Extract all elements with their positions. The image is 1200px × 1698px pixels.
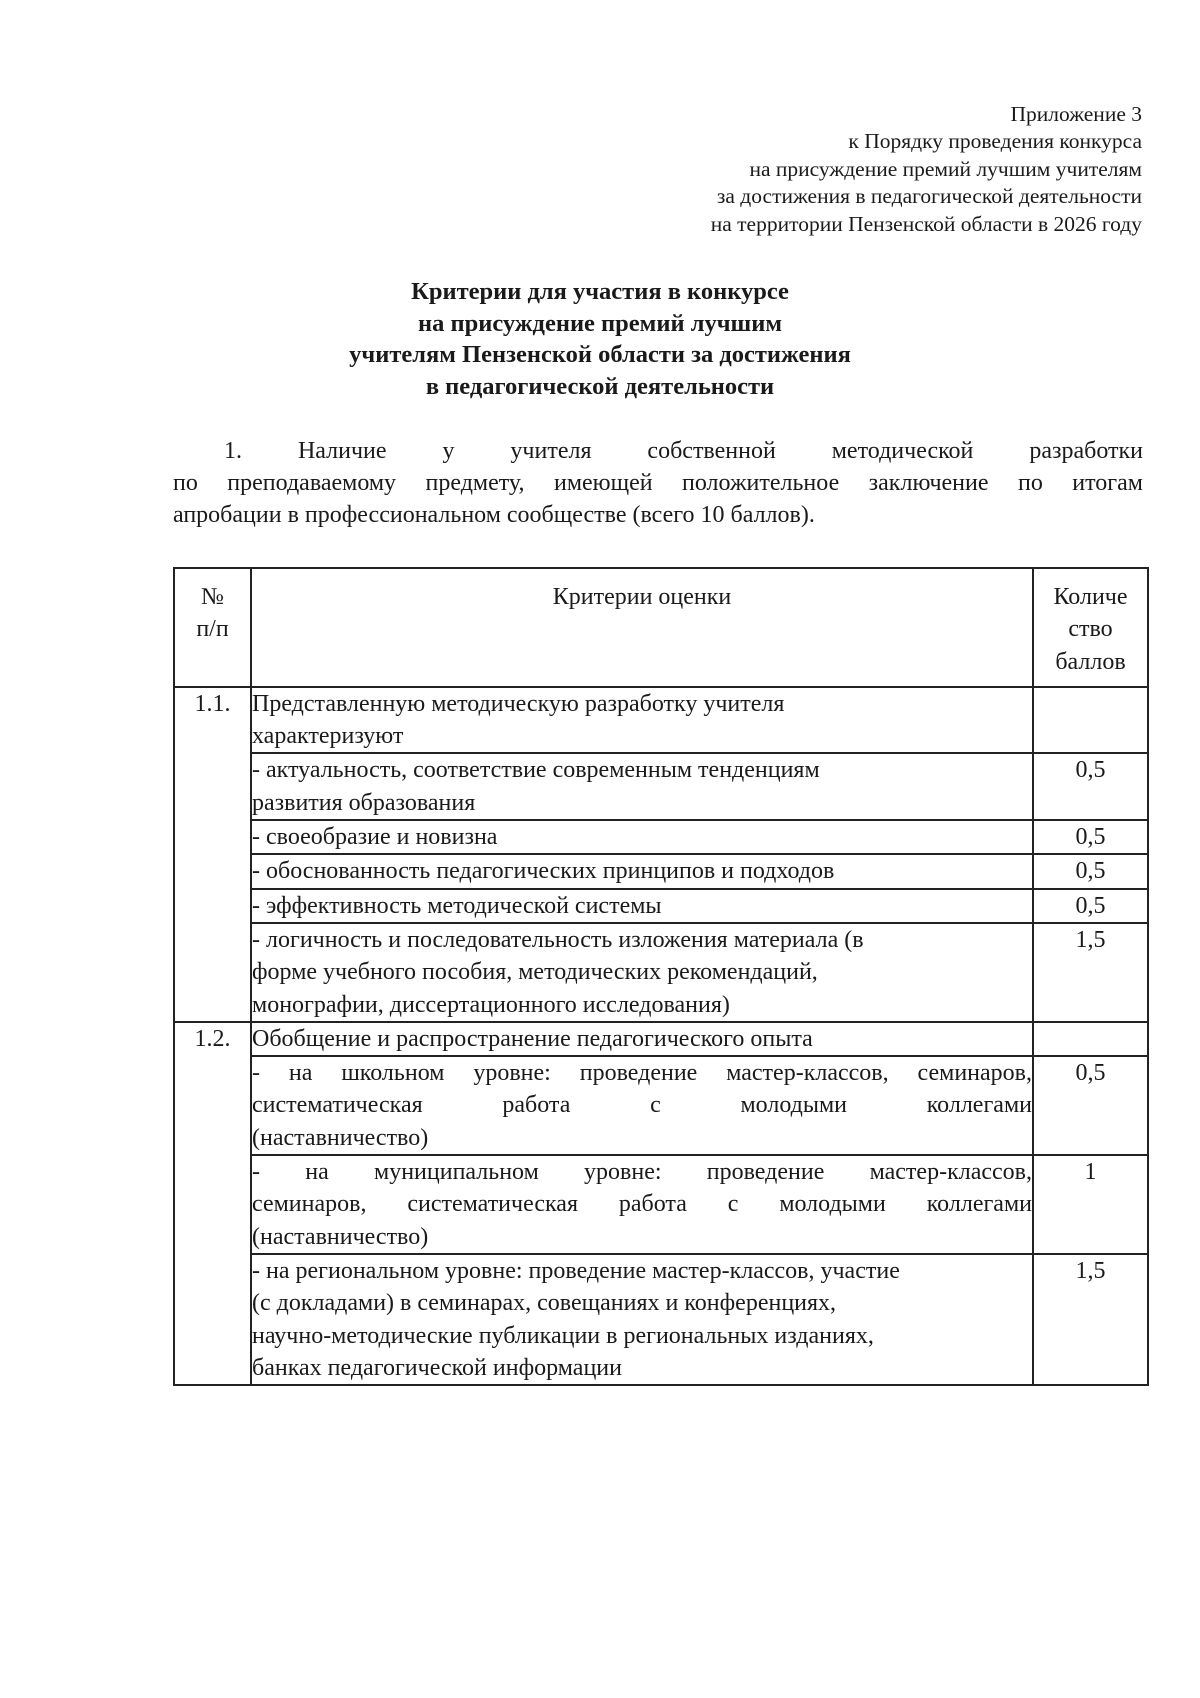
table-row — [174, 687, 1148, 754]
criterion-line: (наставничество) — [252, 1223, 429, 1250]
header-points-line: ство — [1068, 616, 1113, 643]
criterion-points: 0,5 — [1033, 1056, 1148, 1155]
criterion-line: развития образования — [252, 789, 476, 816]
criterion-text — [251, 1056, 1033, 1155]
section-title-line: Обобщение и распространение педагогического опыта — [252, 1025, 813, 1052]
document-title — [0, 276, 1200, 402]
header-points-line: баллов — [1055, 648, 1126, 675]
criterion-line: (с докладами) в семинарах, совещаниях и конференциях, — [252, 1290, 837, 1317]
table-row — [174, 1022, 1148, 1056]
criterion-points: 1 — [1033, 1155, 1148, 1254]
criterion-line: семинаров, систематическая работа с молодыми коллегами — [252, 1191, 1032, 1218]
header-points — [1033, 568, 1148, 687]
table-row — [174, 854, 1148, 888]
criterion-line: - на региональном уровне: проведение мастер-классов, участие — [252, 1257, 900, 1284]
criterion-text — [251, 820, 1033, 854]
title-line: Критерии для участия в конкурсе — [411, 278, 789, 305]
intro-line: по преподаваемому предмету, имеющей положительное заключение по итогам — [173, 470, 1143, 496]
criterion-points: 0,5 — [1033, 854, 1148, 888]
table-body — [174, 687, 1148, 1385]
criterion-points: 0,5 — [1033, 753, 1148, 820]
annex-line: Приложение 3 — [1010, 102, 1142, 126]
criterion-line: - обоснованность педагогических принципов и подходов — [252, 858, 835, 885]
criterion-line: научно-методические публикации в региональных изданиях, — [252, 1322, 874, 1349]
criterion-text — [251, 1254, 1033, 1385]
criterion-text — [251, 923, 1033, 1022]
header-criteria-label: Критерии оценки — [552, 584, 732, 610]
title-line: на присуждение премий лучшим — [417, 309, 783, 337]
annex-line: к Порядку проведения конкурса — [848, 129, 1142, 154]
header-number — [174, 568, 251, 687]
criterion-line: систематическая работа с молодыми коллегами — [252, 1092, 1032, 1119]
table-row — [174, 1254, 1148, 1385]
annex-line: за достижения в педагогической деятельности — [716, 184, 1142, 209]
section-points-empty — [1033, 1022, 1148, 1056]
criterion-line: - логичность и последовательность изложения материала (в — [252, 926, 864, 953]
title-line: учителям Пензенской области за достижения — [349, 341, 851, 368]
criterion-points: 1,5 — [1033, 1254, 1148, 1385]
criterion-line: - на школьном уровне: проведение мастер-классов, семинаров, — [252, 1060, 1032, 1087]
section-title-line: характеризуют — [252, 723, 404, 750]
criterion-text — [251, 889, 1033, 923]
section-number: 1.2. — [174, 1022, 251, 1385]
section-title — [251, 1022, 1033, 1056]
section-title — [251, 687, 1033, 754]
criterion-line: (наставничество) — [252, 1124, 429, 1151]
table-row — [174, 889, 1148, 923]
annex-line: на присуждение премий лучшим учителям — [749, 156, 1142, 181]
header-number-line: № — [201, 584, 224, 610]
criterion-points: 0,5 — [1033, 889, 1148, 923]
criterion-text — [251, 1155, 1033, 1254]
header-points-line: Количе — [1053, 584, 1128, 610]
intro-line: 1. Наличие у учителя собственной методической разработки — [224, 438, 1143, 464]
criterion-line: - на муниципальном уровне: проведение мастер-классов, — [252, 1159, 1032, 1186]
section-points-empty — [1033, 687, 1148, 754]
criterion-text — [251, 753, 1033, 820]
table-row — [174, 820, 1148, 854]
table-row — [174, 1155, 1148, 1254]
section-title-line: Представленную методическую разработку учителя — [252, 690, 785, 717]
criterion-points: 1,5 — [1033, 923, 1148, 1022]
intro-paragraph — [173, 435, 1143, 531]
criterion-line: монографии, диссертационного исследования) — [252, 991, 730, 1018]
table-row — [174, 1056, 1148, 1155]
header-criteria — [251, 568, 1033, 687]
criterion-line: форме учебного пособия, методических рекомендаций, — [252, 959, 818, 986]
section-number: 1.1. — [174, 687, 251, 1022]
title-line: в педагогической деятельности — [425, 372, 775, 400]
annex-note — [711, 101, 1142, 238]
criterion-text — [251, 854, 1033, 888]
criterion-line: банках педагогической информации — [252, 1354, 622, 1381]
criterion-line: - своеобразие и новизна — [252, 824, 498, 851]
criterion-line: - актуальность, соответствие современным тенденциям — [252, 757, 820, 784]
criterion-line: - эффективность методической системы — [252, 892, 662, 919]
intro-line: апробации в профессиональном сообществе (всего 10 баллов). — [173, 502, 815, 528]
table-header-row — [174, 568, 1148, 687]
header-number-line: п/п — [196, 616, 229, 643]
annex-line: на территории Пензенской области в 2026 году — [710, 211, 1142, 236]
table-row — [174, 753, 1148, 820]
criterion-points: 0,5 — [1033, 820, 1148, 854]
table-row — [174, 923, 1148, 1022]
criteria-table — [173, 567, 1149, 1386]
